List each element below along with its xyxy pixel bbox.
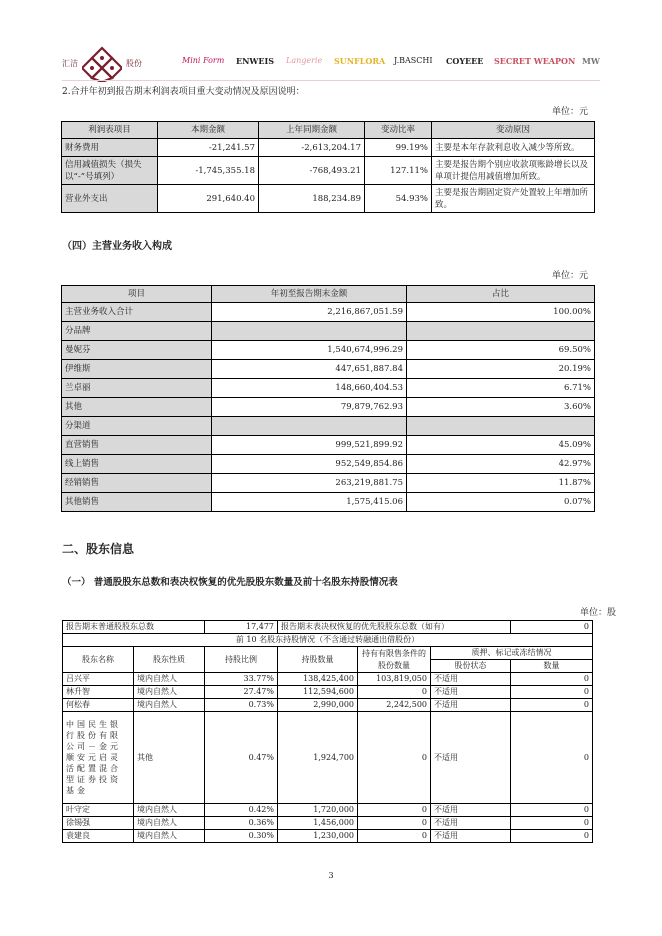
table-cell: 0.30% bbox=[205, 830, 278, 843]
table-cell: 境内自然人 bbox=[134, 699, 205, 712]
table-cell: 1,456,000 bbox=[278, 817, 358, 830]
table-cell: 2,216,867,051.59 bbox=[212, 303, 407, 322]
table-cell: 20.19% bbox=[407, 360, 595, 379]
page-number: 3 bbox=[328, 871, 334, 880]
table-header: 股东名称 bbox=[63, 647, 134, 673]
table-cell: 0.73% bbox=[205, 699, 278, 712]
table-cell: 138,425,400 bbox=[278, 673, 358, 686]
table-row bbox=[62, 398, 595, 417]
table-header: 利润表项目 bbox=[62, 122, 158, 139]
table-cell: 林升智 bbox=[63, 686, 134, 699]
brand-list bbox=[182, 56, 604, 72]
table-header: 股份状态 bbox=[431, 660, 511, 673]
table-cell: 袁建良 bbox=[63, 830, 134, 843]
table-cell: 952,549,854.86 bbox=[212, 455, 407, 474]
table-header: 年初至报告期末金额 bbox=[212, 286, 407, 303]
table-cell: 不适用 bbox=[431, 699, 511, 712]
table-cell: 0 bbox=[358, 830, 431, 843]
table-cell: 0 bbox=[511, 712, 593, 804]
table-cell: 信用减值损失（损失以“-”号填列） bbox=[62, 157, 158, 185]
table-row bbox=[62, 157, 595, 185]
company-name-b: 股份 bbox=[126, 59, 142, 68]
table-row bbox=[63, 686, 593, 699]
brand-item: SECRET WEAPON bbox=[494, 56, 576, 66]
table-cell: 11.87% bbox=[407, 474, 595, 493]
table-cell bbox=[407, 417, 595, 436]
table-row bbox=[62, 474, 595, 493]
table-cell: 999,521,899.92 bbox=[212, 436, 407, 455]
table-cell: 0 bbox=[358, 712, 431, 804]
table-cell: 不适用 bbox=[431, 817, 511, 830]
table-cell: 境内自然人 bbox=[134, 817, 205, 830]
table-cell bbox=[212, 417, 407, 436]
table-cell: 何松春 bbox=[63, 699, 134, 712]
table-cell: 263,219,881.75 bbox=[212, 474, 407, 493]
table-row bbox=[63, 621, 593, 634]
table-row bbox=[62, 322, 595, 341]
table-cell: -2,613,204.17 bbox=[259, 139, 365, 157]
table-cell: 不适用 bbox=[431, 830, 511, 843]
table-cell: 0 bbox=[511, 673, 593, 686]
table-row bbox=[63, 634, 593, 647]
table-cell: 境内自然人 bbox=[134, 804, 205, 817]
table-header: 变动原因 bbox=[432, 122, 595, 139]
table-cell: 188,234.89 bbox=[259, 185, 365, 213]
table-row bbox=[63, 830, 593, 843]
top10-caption: 前 10 名股东持股情况（不含通过转融通出借股份） bbox=[63, 634, 593, 647]
table-row bbox=[63, 673, 593, 686]
table-cell: 吕兴平 bbox=[63, 673, 134, 686]
preferred-holders-value: 0 bbox=[511, 621, 593, 634]
table-cell: 经销销售 bbox=[62, 474, 212, 493]
table-cell: 1,540,674,996.29 bbox=[212, 341, 407, 360]
income-unit: 单位：元 bbox=[551, 107, 588, 117]
table-cell: 1,230,000 bbox=[278, 830, 358, 843]
shareholders-unit: 单位：股 bbox=[579, 608, 616, 618]
brand-item: MW bbox=[582, 56, 600, 66]
table-cell: 0.36% bbox=[205, 817, 278, 830]
table-cell: 0.47% bbox=[205, 712, 278, 804]
company-logo-icon bbox=[82, 46, 122, 82]
table-cell: 其他 bbox=[134, 712, 205, 804]
table-header: 持有有限售条件的股份数量 bbox=[358, 647, 431, 673]
table-header: 数量 bbox=[511, 660, 593, 673]
table-cell bbox=[407, 322, 595, 341]
table-cell: -1,745,355.18 bbox=[158, 157, 259, 185]
table-cell: 0 bbox=[511, 830, 593, 843]
table-cell: 0 bbox=[358, 804, 431, 817]
revenue-table bbox=[61, 285, 595, 512]
table-header-row bbox=[62, 122, 595, 139]
table-header: 变动比率 bbox=[365, 122, 432, 139]
table-cell: 线上销售 bbox=[62, 455, 212, 474]
table-cell: 不适用 bbox=[431, 686, 511, 699]
table-cell: 100.00% bbox=[407, 303, 595, 322]
table-row bbox=[62, 303, 595, 322]
table-cell: 2,990,000 bbox=[278, 699, 358, 712]
table-cell: 主要是本年存款利息收入减少等所致。 bbox=[432, 139, 595, 157]
table-row bbox=[62, 417, 595, 436]
revenue-heading: （四）主营业务收入构成 bbox=[62, 241, 172, 252]
table-cell: 0.42% bbox=[205, 804, 278, 817]
table-header: 持股数量 bbox=[278, 647, 358, 673]
table-cell: 其他销售 bbox=[62, 493, 212, 512]
table-cell: 99.19% bbox=[365, 139, 432, 157]
table-cell: 境内自然人 bbox=[134, 686, 205, 699]
table-cell: 69.50% bbox=[407, 341, 595, 360]
table-cell: 79,879,762.93 bbox=[212, 398, 407, 417]
table-cell: 营业外支出 bbox=[62, 185, 158, 213]
table-cell: -768,493.21 bbox=[259, 157, 365, 185]
table-row bbox=[62, 360, 595, 379]
table-header: 本期金额 bbox=[158, 122, 259, 139]
table-cell: 直营销售 bbox=[62, 436, 212, 455]
preferred-holders-label: 报告期末表决权恢复的优先股股东总数（如有） bbox=[278, 621, 511, 634]
table-cell: 1,720,000 bbox=[278, 804, 358, 817]
table-row bbox=[63, 699, 593, 712]
table-cell: 1,924,700 bbox=[278, 712, 358, 804]
table-cell: 境内自然人 bbox=[134, 830, 205, 843]
table-row bbox=[62, 436, 595, 455]
page-header bbox=[62, 44, 602, 84]
table-cell: 0 bbox=[511, 699, 593, 712]
table-cell: 不适用 bbox=[431, 804, 511, 817]
brand-item: SUNFLORA bbox=[334, 56, 386, 66]
table-row bbox=[62, 379, 595, 398]
table-cell: 叶守定 bbox=[63, 804, 134, 817]
total-holders-label: 报告期末普通股股东总数 bbox=[63, 621, 205, 634]
table-cell: 447,651,887.84 bbox=[212, 360, 407, 379]
revenue-unit: 单位：元 bbox=[551, 271, 588, 281]
table-cell: 徐锡强 bbox=[63, 817, 134, 830]
table-row bbox=[63, 712, 593, 804]
table-cell: 0.07% bbox=[407, 493, 595, 512]
income-heading: 2.合并年初到报告期末利润表项目重大变动情况及原因说明： bbox=[62, 87, 305, 97]
table-cell: 不适用 bbox=[431, 712, 511, 804]
table-header-row bbox=[62, 286, 595, 303]
shareholders-title: 二、股东信息 bbox=[62, 542, 135, 556]
company-logo bbox=[62, 46, 158, 82]
table-cell: -21,241.57 bbox=[158, 139, 259, 157]
brand-item: J.BASCHI bbox=[394, 56, 433, 65]
table-cell: 2,242,500 bbox=[358, 699, 431, 712]
table-row bbox=[62, 139, 595, 157]
table-header: 占比 bbox=[407, 286, 595, 303]
table-header: 上年同期金额 bbox=[259, 122, 365, 139]
table-row bbox=[63, 817, 593, 830]
table-cell: 291,640.40 bbox=[158, 185, 259, 213]
table-cell: 54.93% bbox=[365, 185, 432, 213]
table-cell: 中国民生银行股份有限公司－金元顺安元启灵活配置混合型证券投资基金 bbox=[63, 712, 134, 804]
table-cell: 财务费用 bbox=[62, 139, 158, 157]
table-cell: 1,575,415.06 bbox=[212, 493, 407, 512]
table-cell: 0 bbox=[511, 817, 593, 830]
table-cell: 45.09% bbox=[407, 436, 595, 455]
table-header: 持股比例 bbox=[205, 647, 278, 673]
table-cell: 148,660,404.53 bbox=[212, 379, 407, 398]
table-cell: 0 bbox=[511, 686, 593, 699]
brand-item: Mini Form bbox=[182, 56, 225, 65]
table-header: 质押、标记或冻结情况 bbox=[431, 647, 593, 660]
table-header: 股东性质 bbox=[134, 647, 205, 673]
table-cell: 103,819,050 bbox=[358, 673, 431, 686]
table-cell: 112,594,600 bbox=[278, 686, 358, 699]
table-header: 项目 bbox=[62, 286, 212, 303]
table-cell: 伊维斯 bbox=[62, 360, 212, 379]
table-header-row bbox=[63, 647, 593, 660]
shareholders-table bbox=[62, 620, 593, 843]
shareholders-subheading: （一） 普通股股东总数和表决权恢复的优先股股东数量及前十名股东持股情况表 bbox=[62, 577, 398, 588]
table-cell: 127.11% bbox=[365, 157, 432, 185]
table-cell: 0 bbox=[358, 817, 431, 830]
table-cell: 主要是报告期个别应收款项账龄增长以及单项计提信用减值增加所致。 bbox=[432, 157, 595, 185]
brand-item: ENWEIS bbox=[236, 56, 275, 66]
table-row bbox=[62, 493, 595, 512]
table-cell bbox=[212, 322, 407, 341]
table-cell: 33.77% bbox=[205, 673, 278, 686]
table-cell: 境内自然人 bbox=[134, 673, 205, 686]
table-cell: 6.71% bbox=[407, 379, 595, 398]
table-row bbox=[62, 185, 595, 213]
table-row bbox=[62, 341, 595, 360]
header-divider bbox=[62, 80, 600, 81]
table-cell: 主要是报告期固定资产处置较上年增加所致。 bbox=[432, 185, 595, 213]
table-cell: 分渠道 bbox=[62, 417, 212, 436]
table-cell: 0 bbox=[511, 804, 593, 817]
table-cell: 不适用 bbox=[431, 673, 511, 686]
table-cell: 27.47% bbox=[205, 686, 278, 699]
table-cell: 主营业务收入合计 bbox=[62, 303, 212, 322]
table-cell: 其他 bbox=[62, 398, 212, 417]
total-holders-value: 17,477 bbox=[205, 621, 278, 634]
table-cell: 3.60% bbox=[407, 398, 595, 417]
table-row bbox=[63, 804, 593, 817]
table-cell: 兰卓丽 bbox=[62, 379, 212, 398]
table-row bbox=[62, 455, 595, 474]
company-name-a: 汇洁 bbox=[62, 59, 78, 68]
table-cell: 曼妮芬 bbox=[62, 341, 212, 360]
income-table bbox=[61, 121, 595, 213]
table-cell: 42.97% bbox=[407, 455, 595, 474]
brand-item: Langerie bbox=[286, 56, 323, 65]
table-cell: 分品牌 bbox=[62, 322, 212, 341]
table-cell: 0 bbox=[358, 686, 431, 699]
brand-item: COYEEE bbox=[446, 56, 484, 66]
